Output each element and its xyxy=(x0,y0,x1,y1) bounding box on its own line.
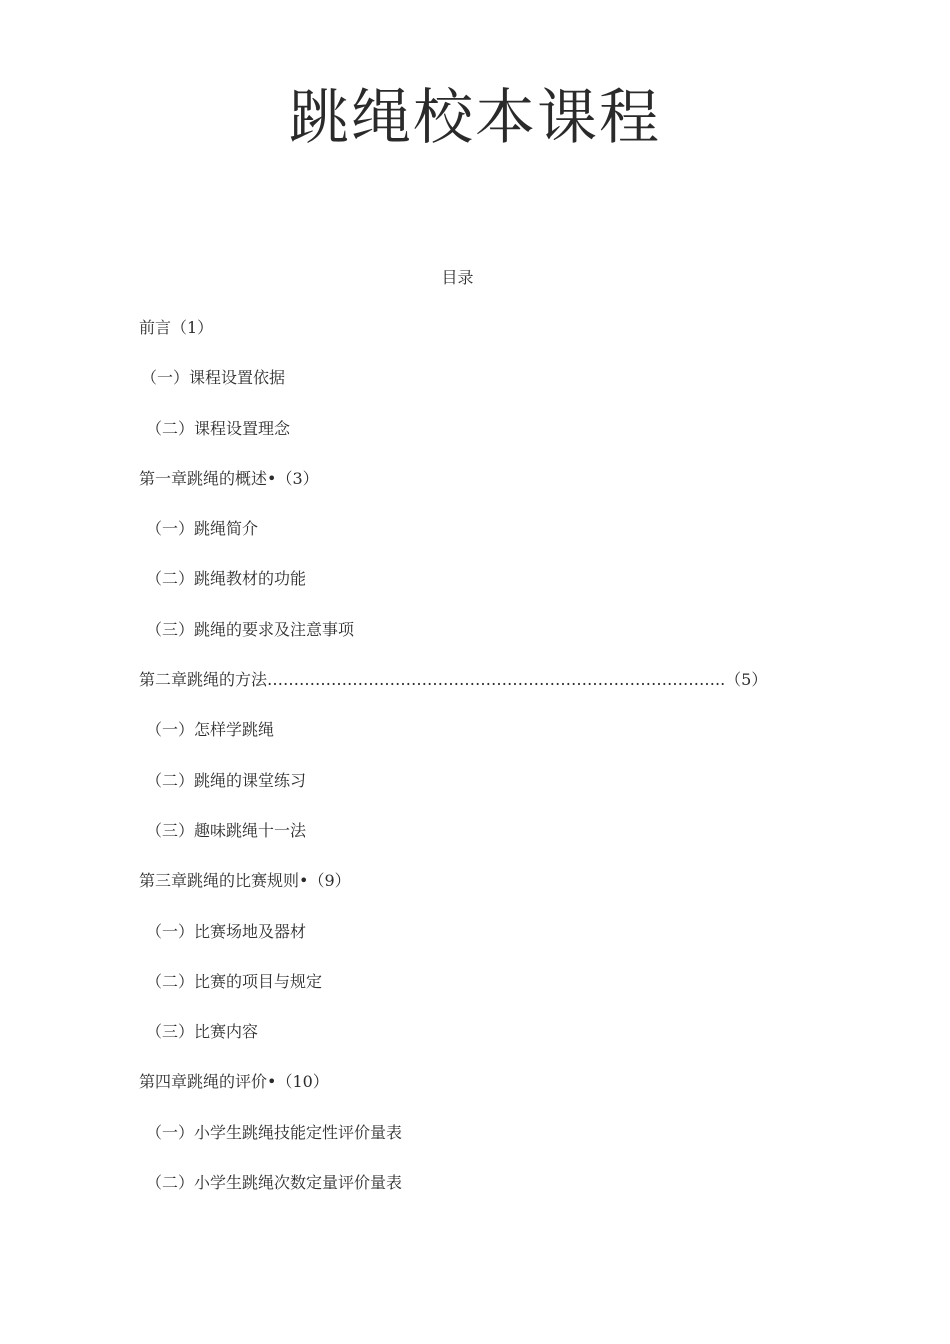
toc-item-qualitative-scale: （一）小学生跳绳技能定性评价量表 xyxy=(146,1122,403,1142)
toc-item-chapter-4: 第四章跳绳的评价•（10） xyxy=(139,1072,329,1092)
toc-item-rope-intro: （一）跳绳简介 xyxy=(146,519,259,539)
toc-item-chapter-3: 第三章跳绳的比赛规则•（9） xyxy=(139,871,351,891)
toc-item-venue-equipment: （一）比赛场地及器材 xyxy=(146,921,307,941)
toc-item-course-philosophy: （二）课程设置理念 xyxy=(146,418,291,438)
toc-item-requirements: （三）跳绳的要求及注意事项 xyxy=(146,619,355,639)
toc-item-fun-methods: （三）趣味跳绳十一法 xyxy=(146,820,307,840)
toc-item-class-practice: （二）跳绳的课堂练习 xyxy=(146,770,307,790)
toc-item-events-rules: （二）比赛的项目与规定 xyxy=(146,971,323,991)
toc-item-preface: 前言（1） xyxy=(139,318,214,337)
toc-heading: 目录 xyxy=(441,268,474,287)
toc-item-course-basis: （一）课程设置依据 xyxy=(141,368,286,388)
toc-item-chapter-1: 第一章跳绳的概述•（3） xyxy=(139,468,319,488)
toc-item-teaching-function: （二）跳绳教材的功能 xyxy=(146,569,307,589)
toc-item-how-to-learn: （一）怎样学跳绳 xyxy=(146,720,275,740)
toc-item-competition-content: （三）比赛内容 xyxy=(146,1022,259,1042)
table-of-contents xyxy=(0,316,950,1221)
toc-item-chapter-2: 第二章跳绳的方法…………………………………………………………………………..（5） xyxy=(139,670,768,690)
document-title: 跳绳校本课程 xyxy=(289,83,661,153)
toc-item-quantitative-scale: （二）小学生跳绳次数定量评价量表 xyxy=(146,1173,403,1193)
